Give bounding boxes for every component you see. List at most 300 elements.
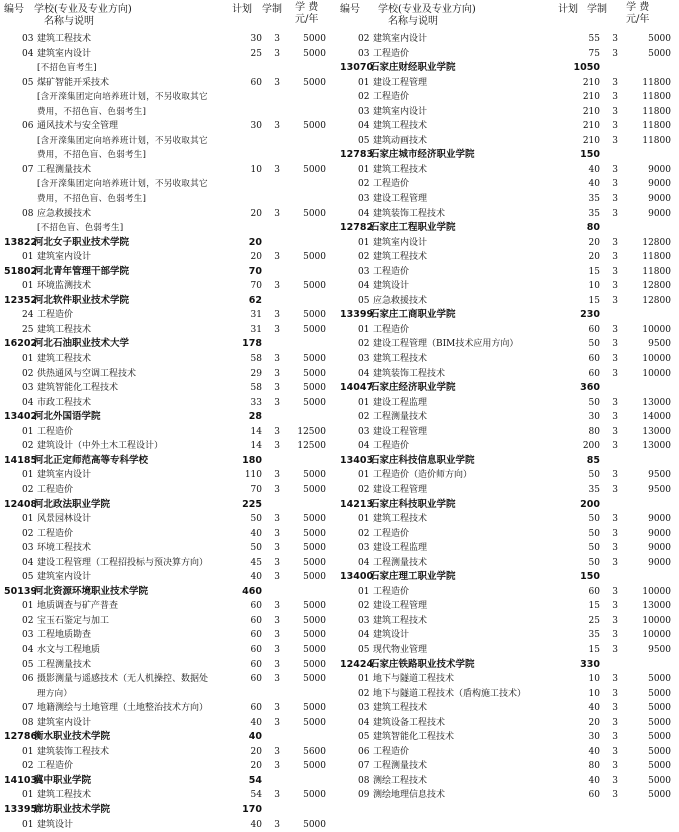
major-fee: 11800 [642, 121, 671, 132]
major-length: 3 [274, 324, 280, 335]
major-length: 3 [274, 630, 280, 641]
table-header [340, 0, 675, 32]
major-note [4, 687, 334, 702]
major-code: 05 [22, 77, 34, 88]
major-length: 3 [612, 615, 618, 626]
major-fee: 5000 [303, 717, 326, 728]
major-fee: 5000 [648, 703, 671, 714]
left-rows [4, 32, 334, 832]
major-name: 环境工程技术 [37, 543, 92, 554]
note-text: [不招色盲考生] [37, 63, 98, 74]
major-plan: 35 [588, 208, 600, 219]
major-name: 摄影测量与遥感技术（无人机操控、数据处 [37, 674, 209, 685]
major-code: 03 [358, 354, 370, 365]
major-plan: 50 [588, 557, 600, 568]
major-plan: 31 [250, 310, 262, 321]
header-school: 学校(专业及专业方向) 名称与说明 [34, 4, 132, 27]
major-code: 02 [22, 528, 34, 539]
major-name: 测绘工程技术 [373, 775, 428, 786]
major-code: 05 [358, 644, 370, 655]
school-code: 12408 [4, 498, 38, 510]
major-plan: 60 [250, 659, 262, 670]
school-row [4, 337, 334, 352]
major-plan: 14 [250, 441, 262, 452]
major-length: 3 [274, 470, 280, 481]
major-code: 06 [22, 121, 34, 132]
major-plan: 10 [588, 281, 600, 292]
major-fee: 5000 [648, 775, 671, 786]
major-fee: 5000 [303, 615, 326, 626]
major-name: 工程造价 [373, 586, 410, 597]
major-length: 3 [274, 426, 280, 437]
major-name: 工程造价 [37, 426, 74, 437]
major-row [4, 367, 334, 382]
major-name: 工程地质勘查 [37, 630, 92, 641]
major-fee: 9500 [648, 339, 671, 350]
major-length: 3 [612, 441, 618, 452]
major-row [340, 788, 675, 803]
major-plan: 40 [588, 179, 600, 190]
major-length: 3 [612, 354, 618, 365]
major-code: 04 [22, 48, 34, 59]
major-plan: 200 [582, 441, 600, 452]
major-row [340, 716, 675, 731]
major-length: 3 [612, 790, 618, 801]
major-row [340, 119, 675, 134]
major-row [340, 105, 675, 120]
major-row [340, 468, 675, 483]
major-fee: 11800 [642, 135, 671, 146]
major-fee: 14000 [642, 412, 671, 423]
school-plan-total: 460 [242, 585, 262, 597]
major-fee: 9000 [648, 557, 671, 568]
major-plan: 20 [250, 746, 262, 757]
major-row [340, 76, 675, 91]
major-fee: 5000 [303, 354, 326, 365]
major-length: 3 [274, 441, 280, 452]
major-length: 3 [612, 746, 618, 757]
note-text: 费用，不招色盲、色弱考生] [37, 150, 147, 161]
major-code: 05 [22, 659, 34, 670]
major-name: 建设工程管理 [373, 426, 428, 437]
major-code: 05 [358, 295, 370, 306]
major-name: 工程造价 [373, 528, 410, 539]
major-row [340, 599, 675, 614]
major-name: 工程测量技术 [373, 412, 428, 423]
school-name: 石家庄财经职业学院 [370, 62, 456, 74]
major-row [4, 468, 334, 483]
major-length: 3 [274, 703, 280, 714]
major-length: 3 [612, 179, 618, 190]
school-plan-total: 150 [580, 571, 600, 583]
school-plan-total: 80 [586, 222, 600, 234]
header-no: 编号 [340, 4, 360, 15]
major-fee: 11800 [642, 252, 671, 263]
major-row [340, 614, 675, 629]
major-code: 01 [22, 470, 34, 481]
major-length: 3 [612, 295, 618, 306]
major-code: 06 [22, 674, 34, 685]
major-name: 工程造价 [37, 528, 74, 539]
major-code: 03 [358, 703, 370, 714]
school-code: 14185 [4, 454, 38, 466]
major-length: 3 [612, 703, 618, 714]
major-length: 3 [612, 324, 618, 335]
major-code: 02 [358, 339, 370, 350]
major-fee: 13000 [642, 397, 671, 408]
major-length: 3 [612, 543, 618, 554]
major-fee: 12800 [642, 295, 671, 306]
major-fee: 13000 [642, 601, 671, 612]
major-code: 01 [358, 397, 370, 408]
major-code: 03 [22, 630, 34, 641]
school-code: 16202 [4, 338, 38, 350]
major-code: 25 [22, 324, 34, 335]
major-fee: 10000 [642, 324, 671, 335]
school-plan-total: 178 [242, 338, 262, 350]
major-row [340, 687, 675, 702]
left-column [4, 0, 334, 832]
school-code: 13403 [340, 454, 374, 466]
major-row [4, 672, 334, 687]
major-row [340, 265, 675, 280]
major-name: 建筑智能化工程技术 [37, 383, 119, 394]
major-plan: 25 [588, 615, 600, 626]
major-plan: 35 [588, 630, 600, 641]
major-plan: 15 [588, 295, 600, 306]
major-plan: 60 [588, 790, 600, 801]
major-fee: 5000 [648, 732, 671, 743]
major-fee: 11800 [642, 92, 671, 103]
major-code: 02 [22, 368, 34, 379]
school-plan-total: 330 [580, 658, 600, 670]
school-name: 河北石油职业技术大学 [34, 338, 130, 350]
school-plan-total: 62 [248, 294, 262, 306]
major-code: 01 [22, 601, 34, 612]
major-name: 建设工程管理（工程招投标与预决算方向） [37, 557, 209, 568]
major-note [4, 105, 334, 120]
major-length: 3 [274, 644, 280, 655]
major-plan: 60 [250, 601, 262, 612]
major-length: 3 [612, 426, 618, 437]
major-name: 建筑设计（中外土木工程设计） [37, 441, 164, 452]
school-code: 14047 [340, 382, 374, 394]
school-name: 河北资源环境职业技术学院 [34, 585, 149, 597]
major-row [4, 119, 334, 134]
major-fee: 5000 [303, 674, 326, 685]
school-code: 13070 [340, 62, 374, 74]
major-fee: 5000 [303, 324, 326, 335]
header-fee: 学 费 元/年 [626, 2, 650, 25]
major-fee: 5000 [648, 34, 671, 44]
major-plan: 40 [250, 819, 262, 830]
major-row [4, 818, 334, 832]
major-plan: 40 [588, 746, 600, 757]
major-fee: 12500 [297, 426, 326, 437]
major-plan: 60 [588, 354, 600, 365]
major-name: 建筑工程技术 [373, 121, 428, 132]
major-length: 3 [612, 237, 618, 248]
major-plan: 210 [582, 106, 600, 117]
major-row [340, 279, 675, 294]
major-fee: 5000 [303, 557, 326, 568]
major-name: 工程造价 [373, 92, 410, 103]
major-plan: 50 [588, 528, 600, 539]
major-row [4, 381, 334, 396]
major-plan: 54 [250, 790, 262, 801]
major-fee: 5000 [303, 528, 326, 539]
major-fee: 5000 [303, 208, 326, 219]
major-name: 工程测量技术 [373, 761, 428, 772]
major-fee: 5000 [303, 484, 326, 495]
major-fee: 5000 [303, 368, 326, 379]
major-code: 02 [358, 601, 370, 612]
major-name: 建筑工程技术 [373, 354, 428, 365]
major-fee: 9000 [648, 208, 671, 219]
major-code: 03 [358, 106, 370, 117]
major-plan: 25 [250, 48, 262, 59]
major-name: 建筑室内设计 [37, 717, 92, 728]
major-plan: 50 [588, 470, 600, 481]
major-name: 建筑室内设计 [373, 237, 428, 248]
header-length: 学制 [587, 4, 607, 15]
major-length: 3 [274, 164, 280, 175]
major-name: 工程造价 [373, 746, 410, 757]
school-name: 石家庄工程职业学院 [370, 222, 456, 234]
school-plan-total: 28 [248, 411, 262, 423]
major-length: 3 [274, 615, 280, 626]
major-code: 01 [358, 164, 370, 175]
major-row [4, 425, 334, 440]
major-plan: 20 [250, 761, 262, 772]
major-plan: 45 [250, 557, 262, 568]
major-code: 07 [358, 761, 370, 772]
major-row [340, 90, 675, 105]
major-length: 3 [612, 674, 618, 685]
major-name: 地籍测绘与土地管理（土地整治技术方向） [37, 703, 209, 714]
major-plan: 40 [588, 775, 600, 786]
major-code: 02 [358, 412, 370, 423]
major-name: 建设工程管理 [373, 484, 428, 495]
major-length: 3 [612, 252, 618, 263]
major-code: 01 [358, 77, 370, 88]
note-text: [不招色盲、色弱考生] [37, 223, 124, 234]
major-plan: 40 [250, 528, 262, 539]
school-row [4, 265, 334, 280]
school-row [340, 381, 675, 396]
major-length: 3 [612, 688, 618, 699]
school-name: 石家庄理工职业学院 [370, 571, 456, 583]
major-fee: 13000 [642, 426, 671, 437]
major-length: 3 [274, 557, 280, 568]
major-length: 3 [274, 48, 280, 59]
major-code: 03 [22, 383, 34, 394]
major-length: 3 [612, 34, 618, 44]
major-length: 3 [612, 732, 618, 743]
major-fee: 5000 [303, 819, 326, 830]
major-row [340, 672, 675, 687]
major-name: 建筑设备工程技术 [373, 717, 446, 728]
major-code: 02 [358, 92, 370, 103]
major-code: 08 [22, 208, 34, 219]
major-name: 建筑智能化工程技术 [373, 732, 455, 743]
school-plan-total: 70 [248, 265, 262, 277]
major-length: 3 [274, 790, 280, 801]
major-plan: 30 [250, 121, 262, 132]
major-name: 工程造价 [37, 310, 74, 321]
major-length: 3 [274, 761, 280, 772]
major-length: 3 [612, 470, 618, 481]
major-name: 煤矿智能开采技术 [37, 77, 110, 88]
major-plan: 14 [250, 426, 262, 437]
major-plan: 40 [588, 164, 600, 175]
major-row [340, 774, 675, 789]
major-row [340, 483, 675, 498]
major-length: 3 [274, 121, 280, 132]
major-plan: 30 [588, 732, 600, 743]
major-length: 3 [612, 281, 618, 292]
major-plan: 60 [250, 615, 262, 626]
major-length: 3 [274, 543, 280, 554]
major-name: 工程测量技术 [37, 164, 92, 175]
major-name: 建筑工程技术 [373, 252, 428, 263]
major-length: 3 [274, 484, 280, 495]
major-code: 01 [22, 281, 34, 292]
major-plan: 29 [250, 368, 262, 379]
major-row [4, 541, 334, 556]
major-code: 06 [358, 746, 370, 757]
major-row [340, 177, 675, 192]
major-note [4, 134, 334, 149]
major-length: 3 [612, 92, 618, 103]
school-row [4, 294, 334, 309]
major-length: 3 [274, 674, 280, 685]
major-code: 01 [22, 514, 34, 525]
major-name: 风景园林设计 [37, 514, 92, 525]
major-code: 01 [22, 790, 34, 801]
major-plan: 60 [250, 703, 262, 714]
school-code: 12783 [340, 149, 374, 161]
major-code: 05 [22, 572, 34, 583]
major-name: 建筑室内设计 [373, 34, 428, 44]
major-row [4, 76, 334, 91]
major-row [4, 556, 334, 571]
major-fee: 5600 [303, 746, 326, 757]
major-length: 3 [612, 368, 618, 379]
major-code: 05 [358, 732, 370, 743]
school-name: 河北外国语学院 [34, 411, 101, 423]
major-code: 04 [358, 441, 370, 452]
major-row [4, 250, 334, 265]
note-text: 费用，不招色盲、色弱考生] [37, 194, 147, 205]
major-length: 3 [274, 383, 280, 394]
major-row [340, 425, 675, 440]
major-code: 03 [358, 48, 370, 59]
major-plan: 20 [250, 208, 262, 219]
right-column [340, 0, 675, 803]
school-row [4, 730, 334, 745]
major-row [4, 570, 334, 585]
major-fee: 9000 [648, 514, 671, 525]
major-row [4, 614, 334, 629]
major-length: 3 [612, 106, 618, 117]
major-plan: 58 [250, 354, 262, 365]
major-name: 建筑室内设计 [37, 48, 92, 59]
major-row [340, 556, 675, 571]
major-row [340, 585, 675, 600]
major-row [340, 759, 675, 774]
major-length: 3 [612, 77, 618, 88]
school-plan-total: 54 [248, 774, 262, 786]
school-row [4, 803, 334, 818]
school-name: 河北政法职业学院 [34, 498, 111, 510]
school-row [4, 410, 334, 425]
major-row [4, 527, 334, 542]
major-name: 工程造价 [373, 324, 410, 335]
school-plan-total: 360 [580, 382, 600, 394]
major-name: 建筑装饰工程技术 [37, 746, 110, 757]
major-length: 3 [612, 761, 618, 772]
major-plan: 50 [250, 514, 262, 525]
major-fee: 12800 [642, 281, 671, 292]
major-code: 01 [358, 674, 370, 685]
major-length: 3 [274, 746, 280, 757]
major-plan: 10 [588, 688, 600, 699]
major-note [4, 221, 334, 236]
major-name: 工程造价（造价师方向） [373, 470, 473, 481]
school-name: 河北正定师范高等专科学校 [34, 454, 149, 466]
major-fee: 11800 [642, 266, 671, 277]
major-name: 工程造价 [37, 484, 74, 495]
major-length: 3 [274, 208, 280, 219]
school-row [340, 658, 675, 673]
major-length: 3 [612, 135, 618, 146]
major-code: 02 [358, 34, 370, 44]
school-row [340, 308, 675, 323]
major-code: 04 [358, 630, 370, 641]
major-length: 3 [612, 514, 618, 525]
major-fee: 5000 [303, 121, 326, 132]
major-row [340, 32, 675, 47]
major-name: 建筑室内设计 [37, 470, 92, 481]
major-fee: 10000 [642, 630, 671, 641]
major-plan: 30 [250, 34, 262, 44]
major-row [4, 279, 334, 294]
major-name: 工程造价 [373, 441, 410, 452]
major-plan: 58 [250, 383, 262, 394]
major-plan: 50 [588, 514, 600, 525]
major-plan: 55 [588, 34, 600, 44]
major-plan: 33 [250, 397, 262, 408]
major-length: 3 [612, 484, 618, 495]
major-fee: 5000 [303, 383, 326, 394]
major-row [4, 163, 334, 178]
major-fee: 9000 [648, 194, 671, 205]
school-row [4, 454, 334, 469]
school-code: 14213 [340, 498, 374, 510]
major-length: 3 [612, 528, 618, 539]
major-row [4, 47, 334, 62]
major-row [340, 512, 675, 527]
major-fee: 5000 [303, 659, 326, 670]
major-name: 供热通风与空调工程技术 [37, 368, 137, 379]
major-row [340, 163, 675, 178]
major-name: 建设工程管理 [373, 77, 428, 88]
major-fee: 5000 [303, 77, 326, 88]
major-code: 02 [358, 252, 370, 263]
school-row [4, 498, 334, 513]
major-plan: 50 [588, 543, 600, 554]
